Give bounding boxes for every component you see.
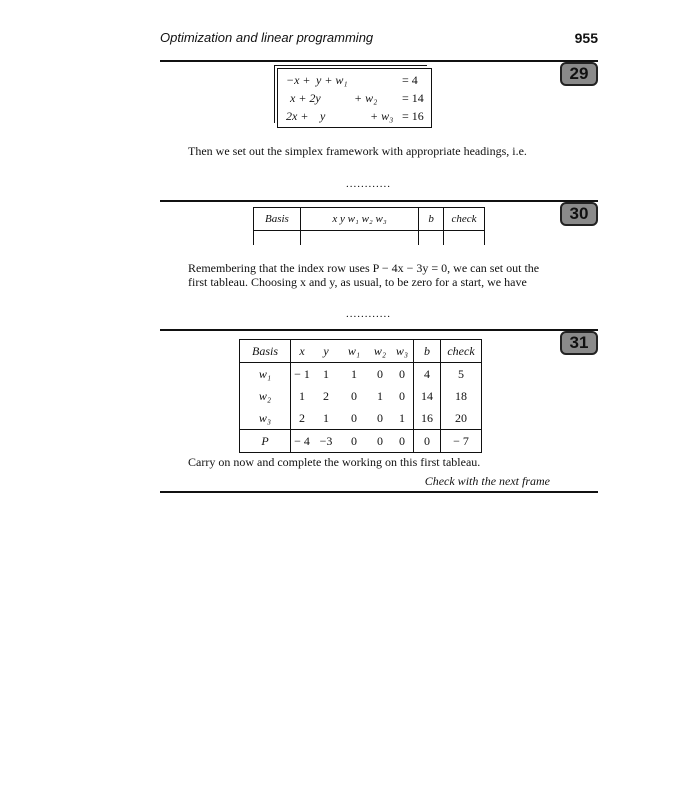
tableau-cell: −3 — [313, 430, 339, 453]
eq1-term-a: −x + — [286, 73, 311, 87]
tableau-cell: 2 — [323, 388, 329, 403]
tableau-cell: 16 — [414, 407, 441, 430]
tableau-row — [240, 363, 482, 386]
tableau-header-cell: check — [441, 340, 482, 363]
eq1-rhs: = 4 — [402, 73, 418, 87]
tableau-header-cell: y — [313, 340, 339, 363]
tableau-cell: 0 — [391, 363, 414, 386]
tableau-cell: − 7 — [441, 430, 482, 453]
eq2-term-b: + w₂ — [354, 91, 378, 105]
framework-empty-cell — [254, 231, 301, 246]
framework-header-table — [253, 207, 485, 245]
equation-box — [277, 68, 432, 128]
eq1-term-b: y + w₁ — [316, 73, 348, 87]
tableau-cell: 0 — [339, 430, 369, 453]
tableau-row — [240, 385, 482, 407]
eq3-rhs: = 16 — [402, 109, 424, 123]
tableau-cell: 1 — [323, 366, 329, 381]
next-frame-cue: Check with the next frame — [424, 474, 550, 488]
eq2-rhs: = 14 — [402, 91, 424, 105]
tableau-cell: w₁ — [240, 363, 291, 386]
tableau-row — [240, 407, 482, 430]
tableau-cell: 18 — [441, 385, 482, 407]
frame-number-badge-30: 30 — [560, 202, 598, 226]
equation-row-1 — [286, 73, 426, 87]
framework-basis-header: Basis — [254, 208, 301, 231]
tableau-cell: 0 — [351, 388, 357, 403]
tableau-cell: 20 — [441, 407, 482, 430]
tableau-cell: 1 — [291, 385, 314, 407]
tableau-index-row — [240, 430, 482, 453]
tableau-cell: w₂ — [240, 385, 291, 407]
equation-row-3 — [286, 109, 426, 123]
equation-row-2 — [286, 91, 426, 105]
eq2-term-a: x + 2y — [290, 91, 321, 105]
tableau-cell: w₃ — [240, 407, 291, 430]
tableau-cell: 1 — [351, 366, 357, 381]
framework-check-header: check — [444, 208, 485, 231]
tableau-cell: − 1 — [291, 363, 314, 386]
eq3-term-c: + w₃ — [370, 109, 394, 123]
ellipsis-dots-1: ............ — [346, 178, 391, 190]
tableau-header-cell: x — [291, 340, 314, 363]
tableau-cell: 0 — [391, 385, 414, 407]
frame-divider-30 — [160, 200, 598, 202]
tableau-cell: 2 — [291, 407, 314, 430]
frame-number-badge-31: 31 — [560, 331, 598, 355]
framework-empty-cell — [444, 231, 485, 246]
framework-empty-cell — [300, 231, 418, 246]
tableau-header-row — [240, 340, 482, 363]
tableau-header-cell: w₁ — [339, 340, 369, 363]
tableau-header-cell: Basis — [240, 340, 291, 363]
tableau-cell: 1 — [377, 388, 383, 403]
simplex-framework — [253, 207, 485, 245]
framework-vars-header: x y w₁ w₂ w₃ — [300, 208, 418, 231]
tableau-header-cell: b — [414, 340, 441, 363]
page-number: 955 — [574, 30, 598, 46]
tableau-header-cell: w₂ — [369, 340, 391, 363]
paragraph-first-tableau: Remembering that the index row uses P − 4x − 3y = 0, we can set out the first tableau. Choosing x and y, as usual, to be zero for a start, we have — [188, 261, 540, 289]
paragraph-carry-on: Carry on now and complete the working on this first tableau. — [188, 455, 481, 469]
tableau-cell: P — [240, 430, 291, 453]
tableau-header-cell: w₃ — [391, 340, 414, 363]
frame-number-badge-29: 29 — [560, 62, 598, 86]
tableau-cell: 14 — [414, 385, 441, 407]
eq3-term-a: 2x + — [286, 109, 309, 123]
tableau-cell: 1 — [391, 407, 414, 430]
frame-divider-29 — [160, 60, 598, 62]
chapter-title: Optimization and linear programming — [160, 30, 374, 45]
framework-empty-cell — [419, 231, 444, 246]
tableau-cell: 0 — [351, 410, 357, 425]
tableau-cell: 0 — [414, 430, 441, 453]
simplex-tableau — [239, 339, 482, 453]
tableau-cell: 4 — [414, 363, 441, 386]
frame-bottom-rule — [160, 491, 598, 493]
ellipsis-dots-2: ............ — [346, 308, 391, 320]
framework-b-header: b — [419, 208, 444, 231]
tableau-table — [239, 339, 482, 453]
tableau-cell: 0 — [391, 430, 414, 453]
tableau-cell: 0 — [369, 430, 391, 453]
tableau-cell: 0 — [377, 410, 383, 425]
frame-divider-31 — [160, 329, 598, 331]
paragraph-framework-intro: Then we set out the simplex framework with appropriate headings, i.e. — [188, 144, 527, 158]
running-head — [160, 30, 598, 50]
tableau-cell: 1 — [323, 410, 329, 425]
eq3-term-b: y — [320, 109, 326, 123]
tableau-cell: 0 — [377, 366, 383, 381]
tableau-cell: 5 — [441, 363, 482, 386]
tableau-cell: − 4 — [291, 430, 314, 453]
